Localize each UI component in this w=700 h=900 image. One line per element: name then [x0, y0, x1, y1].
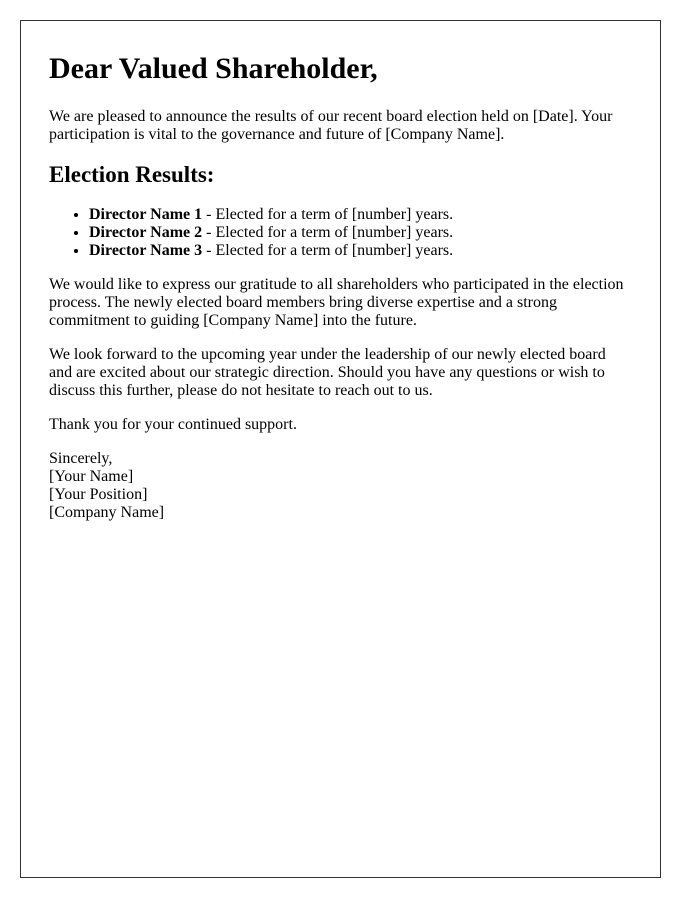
director-name: Director Name 1	[89, 206, 203, 223]
signature-company: [Company Name]	[49, 504, 165, 521]
term-detail: - Elected for a term of [number] years.	[202, 206, 454, 223]
outlook-paragraph: We look forward to the upcoming year under the leadership of our newly elected board and are excited about our strategic direction. Should you have any questions or wish to discuss this further, please do not hesitate to reach out to us.	[49, 346, 606, 399]
list-item	[89, 224, 632, 242]
term-detail: - Elected for a term of [number] years.	[202, 224, 454, 241]
election-results-heading: Election Results:	[49, 162, 215, 187]
signature-block	[49, 450, 632, 522]
signature-position: [Your Position]	[49, 486, 148, 503]
gratitude-paragraph: We would like to express our gratitude to all shareholders who participated in the election process. The newly elected board members bring diverse expertise and a strong commitment to guiding [Company Name] into the future.	[49, 276, 624, 329]
term-detail: - Elected for a term of [number] years.	[202, 242, 454, 259]
director-name: Director Name 3	[89, 242, 203, 259]
list-item	[89, 242, 632, 260]
signature-name: [Your Name]	[49, 468, 134, 485]
salutation-heading: Dear Valued Shareholder,	[49, 52, 378, 85]
list-item	[89, 206, 632, 224]
director-name: Director Name 2	[89, 224, 203, 241]
letter-page	[20, 20, 661, 878]
thanks-paragraph: Thank you for your continued support.	[49, 416, 297, 433]
election-results-list	[49, 206, 632, 260]
closing-line: Sincerely,	[49, 450, 113, 467]
intro-paragraph: We are pleased to announce the results of our recent board election held on [Date]. Your participation is vital to the governance and future of [Company Name].	[49, 108, 613, 143]
